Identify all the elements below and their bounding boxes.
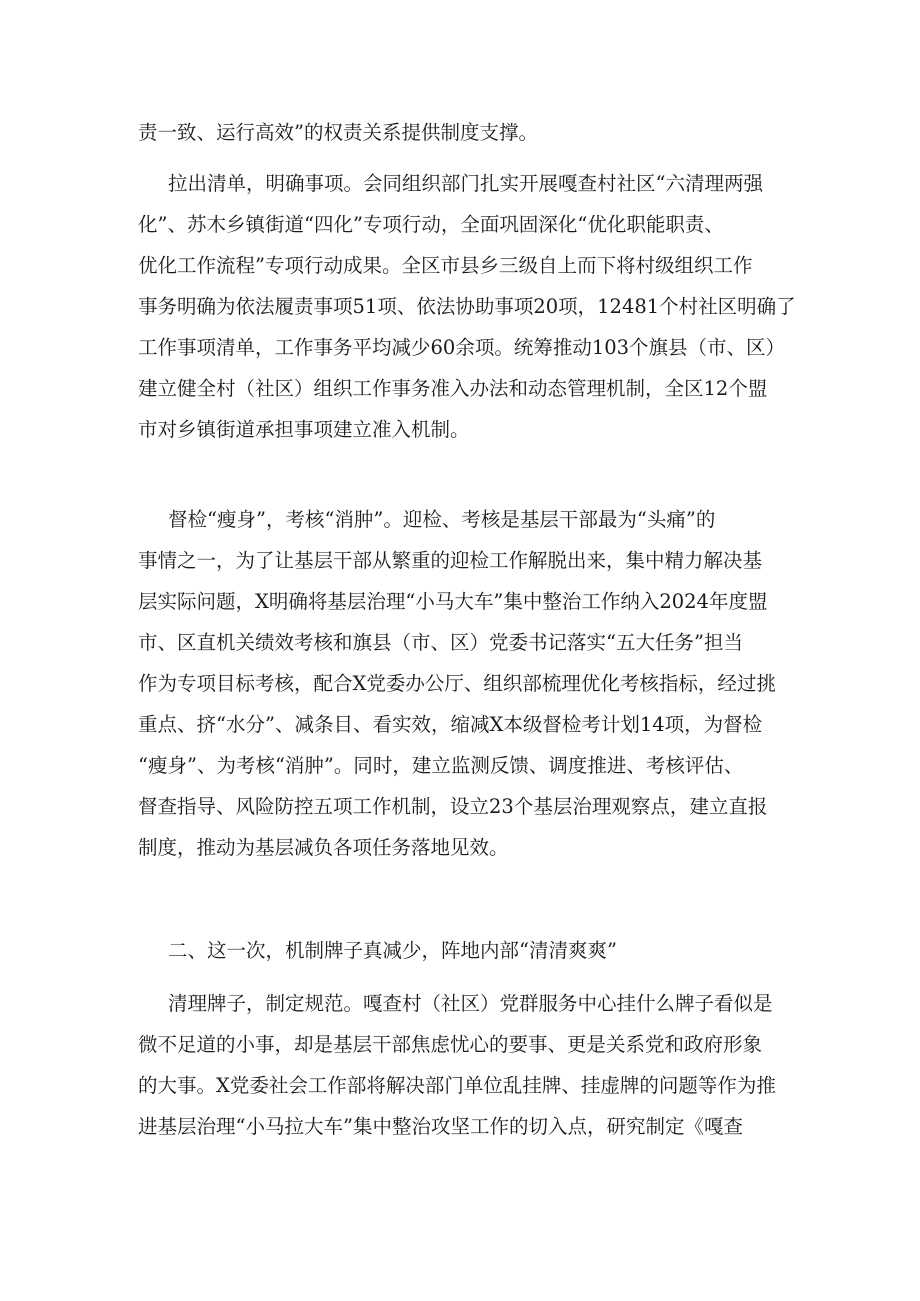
text-line: 微不足道的小事，却是基层干部焦虑忧心的要事、更是关系党和政府形象 (138, 1033, 763, 1056)
text-line: 重点、挤“水分”、减条目、看实效，缩减X本级督检考计划14项，为督检 (138, 713, 763, 736)
text-line: 市对乡镇街道承担事项建立准入机制。 (138, 418, 470, 441)
section-heading (138, 930, 798, 971)
paragraph-signs (138, 983, 798, 1147)
heading-text: 二、这一次，机制牌子真减少，阵地内部“清清爽爽” (168, 939, 617, 962)
text-line: 作为专项目标考核，配合X党委办公厅、组织部梳理优化考核指标，经过挑 (138, 672, 776, 695)
text-line: 市、区直机关绩效考核和旗县（市、区）党委书记落实“五大任务”担当 (138, 631, 743, 654)
text-line: 层实际问题，X明确将基层治理“小马大车”集中整治工作纳入2024年度盟 (138, 590, 768, 613)
paragraph-list-items (138, 163, 798, 450)
text-line: 督检“瘦身”，考核“消肿”。迎检、考核是基层干部最为“头痛”的 (168, 508, 716, 531)
text-line: 优化工作流程”专项行动成果。全区市县乡三级自上而下将村级组织工作 (138, 254, 753, 277)
text-line: 进基层治理“小马拉大车”集中整治攻坚工作的切入点，研究制定《嘎查 (138, 1115, 743, 1138)
text-line: 事务明确为依法履责事项51项、依法协助事项20项，12481个村社区明确了 (138, 295, 796, 318)
text-line: 的大事。X党委社会工作部将解决部门单位乱挂牌、挂虚牌的问题等作为推 (138, 1074, 776, 1097)
text-line: “瘦身”、为考核“消肿”。同时，建立监测反馈、调度推进、考核评估、 (138, 754, 744, 777)
text-line: 制度，推动为基层减负各项任务落地见效。 (138, 836, 509, 859)
paragraph-continuation (138, 112, 798, 153)
text-line: 责一致、运行高效”的权责关系提供制度支撑。 (138, 121, 538, 144)
text-line: 工作事项清单，工作事务平均减少60余项。统筹推动103个旗县（市、区） (138, 336, 786, 359)
text-line: 建立健全村（社区）组织工作事务准入办法和动态管理机制，全区12个盟 (138, 377, 768, 400)
text-line: 事情之一，为了让基层干部从繁重的迎检工作解脱出来，集中精力解决基 (138, 549, 763, 572)
text-line: 拉出清单，明确事项。会同组织部门扎实开展嘎查村社区“六清理两强 (168, 172, 763, 195)
paragraph-inspection (138, 499, 798, 868)
text-line: 化”、苏木乡镇街道“四化”专项行动，全面巩固深化“优化职能职责、 (138, 213, 724, 236)
text-line: 清理牌子，制定规范。嘎查村（社区）党群服务中心挂什么牌子看似是 (168, 992, 773, 1015)
text-line: 督查指导、风险防控五项工作机制，设立23个基层治理观察点，建立直报 (138, 795, 768, 818)
